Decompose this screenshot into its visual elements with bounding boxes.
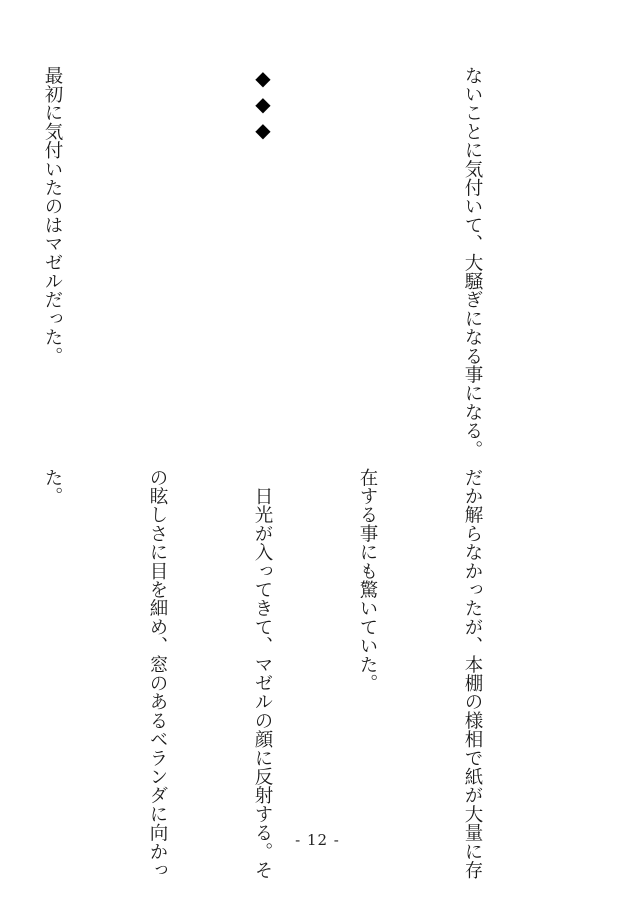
text-line: ないことに気付いて、大騒ぎになる事になる。 [462,66,483,459]
text-block-upper [42,66,560,459]
text-line: だか解らなかったが、本棚の様相で紙が大量に存 [462,468,483,880]
text-line: 日光が入ってきて、マゼルの顔に反射する。そ [252,468,273,880]
scene-break-diamonds: ◆◆◆ [251,66,275,144]
blank-line [350,66,385,418]
blank-line [140,66,175,418]
text-line: 最初に気付いたのはマゼルだった。 [42,66,63,366]
text-line: た。 [42,468,63,506]
page-number: - 12 - [295,831,340,849]
text-line: 在する事にも驚いていた。 [357,468,378,693]
text-line: の眩しさに目を細め、窓のあるベランダに向かっ [147,468,168,880]
